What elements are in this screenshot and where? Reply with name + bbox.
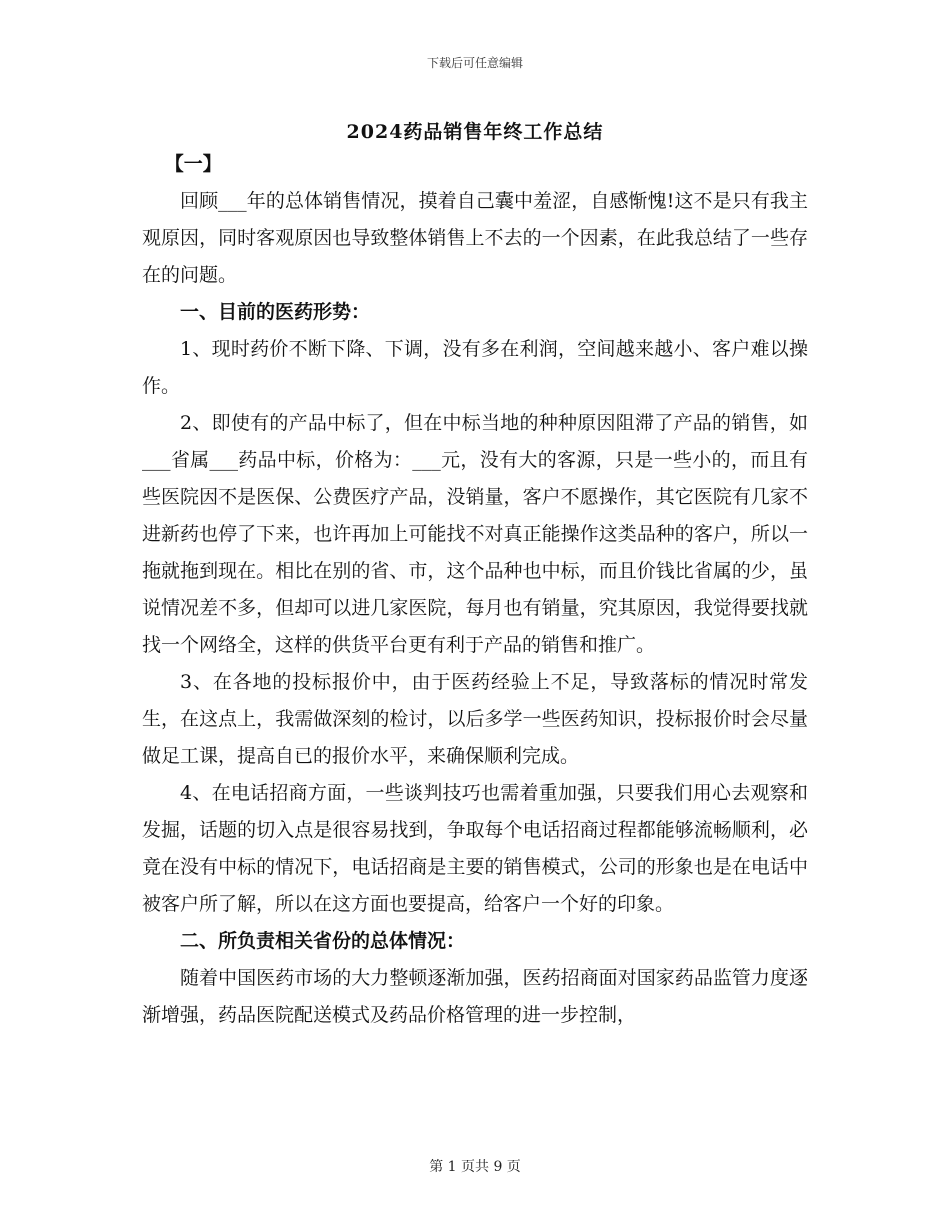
paragraph-point-2: 2、即使有的产品中标了，但在中标当地的种种原因阻滞了产品的销售，如___省属___药品中标，价格为：___元，没有大的客源，只是一些小的，而且有些医院因不是医保、公费医疗产品，没销量，客户不愿操作，其它医院有几家不进新药也停了下来，也许再加上可能找不对真正能操作这类品种的客户，所以一拖就拖到现在。相比在别的省、市，这个品种也中标，而且价钱比省属的少，虽说情况差不多，但却可以进几家医院，每月也有销量，究其原因，我觉得要找就找一个网络全，这样的供货平台更有利于产品的销售和推广。 [142,412,808,656]
paragraph-intro: 回顾___年的总体销售情况，摸着自己囊中羞涩，自感惭愧!这不是只有我主观原因，同时客观原因也导致整体销售上不去的一个因素，在此我总结了一些存在的问题。 [142,190,808,286]
heading-provinces: 二、所负责相关省份的总体情况： [180,930,466,952]
header-note: 下载后可任意编辑 [426,56,523,70]
section-label: 【一】 [164,153,222,175]
page-footer: 第 1 页共 9 页 [429,1159,521,1175]
paragraph-point-3: 3、在各地的投标报价中，由于医药经验上不足，导致落标的情况时常发生，在这点上，我需做深刻的检讨，以后多学一些医药知识，投标报价时会尽量做足工课，提高自已的报价水平，来确保顺利完成。 [142,671,808,767]
heading-current-situation: 一、目前的医药形势： [180,301,371,323]
document-body [142,146,808,1034]
document-title: 2024药品销售年终工作总结 [346,121,604,143]
paragraph-provinces: 随着中国医药市场的大力整顿逐渐加强，医药招商面对国家药品监管力度逐渐增强，药品医院配送模式及药品价格管理的进一步控制， [142,967,808,1026]
paragraph-point-4: 4、在电话招商方面，一些谈判技巧也需着重加强，只要我们用心去观察和发掘，话题的切入点是很容易找到，争取每个电话招商过程都能够流畅顺利，必竟在没有中标的情况下，电话招商是主要的销售模式，公司的形象也是在电话中被客户所了解，所以在这方面也要提高，给客户一个好的印象。 [142,782,808,915]
paragraph-point-1: 1、现时药价不断下降、下调，没有多在利润，空间越来越小、客户难以操作。 [142,338,808,397]
